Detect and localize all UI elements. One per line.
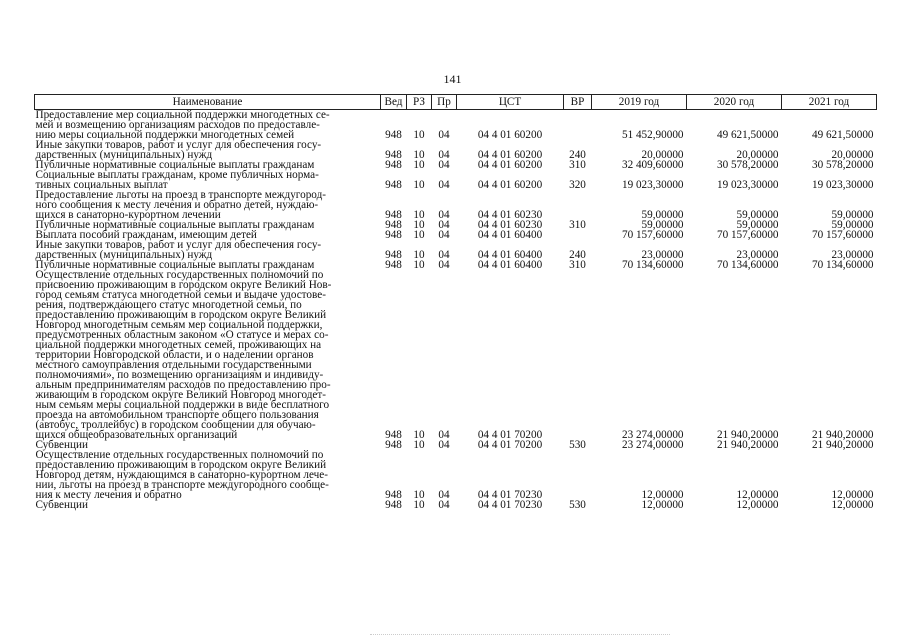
cell-2021: 23,00000 [831,249,874,261]
cell-name-line: рения, подтверждающего статус многодетной семьи, по [35,299,302,311]
table-row [35,140,877,160]
cell-2019: 70 134,60000 [621,259,684,271]
cell-pr: 04 [438,259,450,271]
cell-name-line: проезда на автомобильном транспорте общего пользования [35,409,319,421]
cell-2019: 19 023,30000 [621,179,684,191]
cell-name-line: ным семьям меры социальной поддержки в виде бесплатного [35,399,330,411]
cell-name-line: Предоставление мер социальной поддержки многодетных се- [35,109,330,121]
cell-ved: 948 [385,179,402,191]
cell-2019: 59,00000 [641,219,684,231]
cell-vr [564,450,592,500]
cell-name-line: дарственных (муниципальных) нужд [35,249,213,261]
cell-name-line: ного сообщения к месту лечения и обратно детей, нуждаю- [35,199,319,211]
cell-rz: 10 [413,489,425,501]
scan-artifact-line [370,634,670,636]
cell-pr: 04 [438,149,450,161]
cell-pr: 04 [438,439,450,451]
cell-ved: 948 [385,429,402,441]
cell-cst: 04 4 01 70200 [477,429,543,441]
cell-ved: 948 [385,159,402,171]
cell-ved: 948 [385,129,402,141]
cell-name-line: город семьям статуса многодетной семьи и выдаче удостове- [35,289,326,301]
header-rz: РЗ [407,95,432,110]
cell-2020: 30 578,20000 [716,159,779,171]
cell-pr: 04 [438,219,450,231]
cell-2021: 12,00000 [831,499,874,511]
cell-vr [564,110,592,141]
cell-name-line: Новгород многодетным семьям мер социальной поддержки, [35,319,323,331]
cell-rz: 10 [413,209,425,221]
cell-2019: 70 157,60000 [621,229,684,241]
cell-rz: 10 [413,229,425,241]
cell-name-line: полномочиями», по возмещению организациям и индивиду- [35,369,324,381]
cell-name-line: Иные закупки товаров, работ и услуг для обеспечения госу- [35,139,322,151]
cell-2020: 19 023,30000 [716,179,779,191]
cell-vr: 530 [569,439,586,451]
cell-2020: 49 621,50000 [716,129,779,141]
cell-2020: 59,00000 [736,219,779,231]
cell-2020: 12,00000 [736,499,779,511]
cell-name-line: Новгород детям, нуждающимся в санаторно-курортном лече- [35,469,328,481]
cell-rz: 10 [413,499,425,511]
table-row [35,270,877,440]
cell-pr: 04 [438,429,450,441]
cell-name [35,140,381,160]
cell-name-line: Предоставление льготы на проезд в транспорте междугород- [35,189,326,201]
cell-2019: 12,00000 [641,489,684,501]
cell-ved: 948 [385,209,402,221]
cell-2019: 20,00000 [641,149,684,161]
cell-name-line: нии, льготы на проезд в транспорте междугородного сообще- [35,479,329,491]
page-number: 141 [443,72,462,86]
cell-name [35,170,381,190]
cell-vr: 240 [569,149,586,161]
cell-name-line: дарственных (муниципальных) нужд [35,149,213,161]
cell-name-line: живающим в городском округе Великий Новгород многодет- [35,389,326,401]
cell-name [35,190,381,220]
cell-cst: 04 4 01 60200 [477,149,543,161]
cell-2021: 20,00000 [831,149,874,161]
header-vr: ВР [564,95,592,110]
table-body [35,110,877,511]
cell-rz: 10 [413,249,425,261]
cell-ved: 948 [385,499,402,511]
cell-name [35,270,381,440]
cell-cst: 04 4 01 60200 [477,129,543,141]
cell-2019: 23,00000 [641,249,684,261]
cell-2019: 23 274,00000 [621,439,684,451]
cell-pr: 04 [438,229,450,241]
cell-2019: 51 452,90000 [621,129,684,141]
cell-2021: 59,00000 [831,219,874,231]
table-row [35,170,877,190]
cell-2019: 23 274,00000 [621,429,684,441]
cell-2021: 30 578,20000 [811,159,874,171]
cell-name-line: предоставлению проживающим в городском округе Великий [35,459,327,471]
cell-cst: 04 4 01 60200 [477,159,543,171]
cell-cst: 04 4 01 70230 [477,489,543,501]
cell-pr: 04 [438,489,450,501]
table-row [35,240,877,260]
table-row [35,450,877,500]
cell-2020: 70 134,60000 [716,259,779,271]
cell-name-line: циальной поддержки многодетных семей, проживающих на [35,339,322,351]
cell-cst: 04 4 01 60400 [477,259,543,271]
cell-cst: 04 4 01 60230 [477,209,543,221]
cell-pr: 04 [438,159,450,171]
cell-name-line: ния к месту лечения и обратно [35,489,182,501]
cell-2020: 21 940,20000 [716,439,779,451]
cell-cst: 04 4 01 60230 [477,219,543,231]
header-name: Наименование [35,95,381,110]
cell-name [35,110,381,141]
cell-name [35,500,381,510]
cell-name-line: (автобус, троллейбус) в городском сообщении для обучаю- [35,419,316,431]
cell-name-line: Субвенции [35,439,88,451]
cell-vr: 310 [569,159,586,171]
cell-pr: 04 [438,179,450,191]
cell-vr [564,190,592,220]
cell-rz: 10 [413,179,425,191]
cell-2021: 12,00000 [831,489,874,501]
cell-ved: 948 [385,439,402,451]
cell-2019: 59,00000 [641,209,684,221]
cell-ved: 948 [385,219,402,231]
cell-rz: 10 [413,129,425,141]
cell-name-line: щихся общеобразовательных организаций [35,429,238,441]
cell-ved: 948 [385,489,402,501]
cell-rz: 10 [413,429,425,441]
cell-2021: 21 940,20000 [811,429,874,441]
cell-2021: 70 157,60000 [811,229,874,241]
table-row [35,500,877,510]
cell-2021: 21 940,20000 [811,439,874,451]
cell-ved: 948 [385,229,402,241]
cell-2020: 21 940,20000 [716,429,779,441]
cell-cst: 04 4 01 60200 [477,179,543,191]
cell-rz: 10 [413,159,425,171]
cell-name-line: предусмотренных областным законом «О статусе и мерах со- [35,329,329,341]
header-2021: 2021 год [782,95,877,110]
cell-pr: 04 [438,209,450,221]
header-2020: 2020 год [687,95,782,110]
cell-name [35,240,381,260]
cell-cst: 04 4 01 60400 [477,229,543,241]
cell-2020: 23,00000 [736,249,779,261]
cell-2020: 12,00000 [736,489,779,501]
table-row [35,190,877,220]
cell-cst: 04 4 01 70230 [477,499,543,511]
table-header-row [35,95,877,110]
cell-2021: 19 023,30000 [811,179,874,191]
cell-2019: 12,00000 [641,499,684,511]
cell-ved: 948 [385,259,402,271]
cell-rz: 10 [413,219,425,231]
cell-name-line: Осуществление отдельных государственных полномочий по [35,269,324,281]
cell-cst: 04 4 01 60400 [477,249,543,261]
header-2019: 2019 год [592,95,687,110]
cell-vr: 310 [569,259,586,271]
cell-name-line: нию меры социальной поддержки многодетных семей [35,129,295,141]
cell-name-line: щихся в санаторно-курортном лечении [35,209,221,221]
header-pr: Пр [432,95,457,110]
header-ved: Вед [381,95,407,110]
cell-2020: 59,00000 [736,209,779,221]
cell-2021: 49 621,50000 [811,129,874,141]
cell-name-line: Публичные нормативные социальные выплаты гражданам [35,259,315,271]
cell-name-line: тивных социальных выплат [35,179,168,191]
cell-pr: 04 [438,249,450,261]
cell-2020: 20,00000 [736,149,779,161]
budget-table [34,94,877,510]
cell-name [35,450,381,500]
cell-name-line: Осуществление отдельных государственных полномочий по [35,449,324,461]
header-cst: ЦСТ [457,95,564,110]
cell-2020: 70 157,60000 [716,229,779,241]
cell-name-line: Субвенции [35,499,88,511]
cell-vr [564,230,592,240]
cell-name-line: Социальные выплаты гражданам, кроме публичных норма- [35,169,319,181]
cell-rz: 10 [413,439,425,451]
cell-2021: 70 134,60000 [811,259,874,271]
cell-name-line: Публичные нормативные социальные выплаты гражданам [35,159,315,171]
cell-vr: 320 [569,179,586,191]
cell-name-line: Иные закупки товаров, работ и услуг для обеспечения госу- [35,239,322,251]
cell-rz: 10 [413,149,425,161]
cell-ved: 948 [385,249,402,261]
cell-vr: 240 [569,249,586,261]
cell-name-line: присвоению проживающим в городском округе Великий Нов- [35,279,332,291]
cell-name-line: местного самоуправления отдельными государственными [35,359,312,371]
cell-name-line: Публичные нормативные социальные выплаты гражданам [35,219,315,231]
cell-vr: 530 [569,499,586,511]
cell-name-line: Выплата пособий гражданам, имеющим детей [35,229,257,241]
cell-2021: 59,00000 [831,209,874,221]
cell-name-line: предоставлению проживающим в городском округе Великий [35,309,327,321]
cell-vr [564,270,592,440]
cell-name-line: территории Новгородской области, и о наделении органов [35,349,314,361]
cell-rz: 10 [413,259,425,271]
cell-pr: 04 [438,129,450,141]
cell-2019: 32 409,60000 [621,159,684,171]
cell-cst: 04 4 01 70200 [477,439,543,451]
cell-name-line: мей и возмещению организациям расходов по предоставле- [35,119,320,131]
cell-vr: 310 [569,219,586,231]
table-row [35,110,877,141]
cell-pr: 04 [438,499,450,511]
cell-name-line: альным предпринимателям расходов по предоставлению про- [35,379,331,391]
cell-ved: 948 [385,149,402,161]
